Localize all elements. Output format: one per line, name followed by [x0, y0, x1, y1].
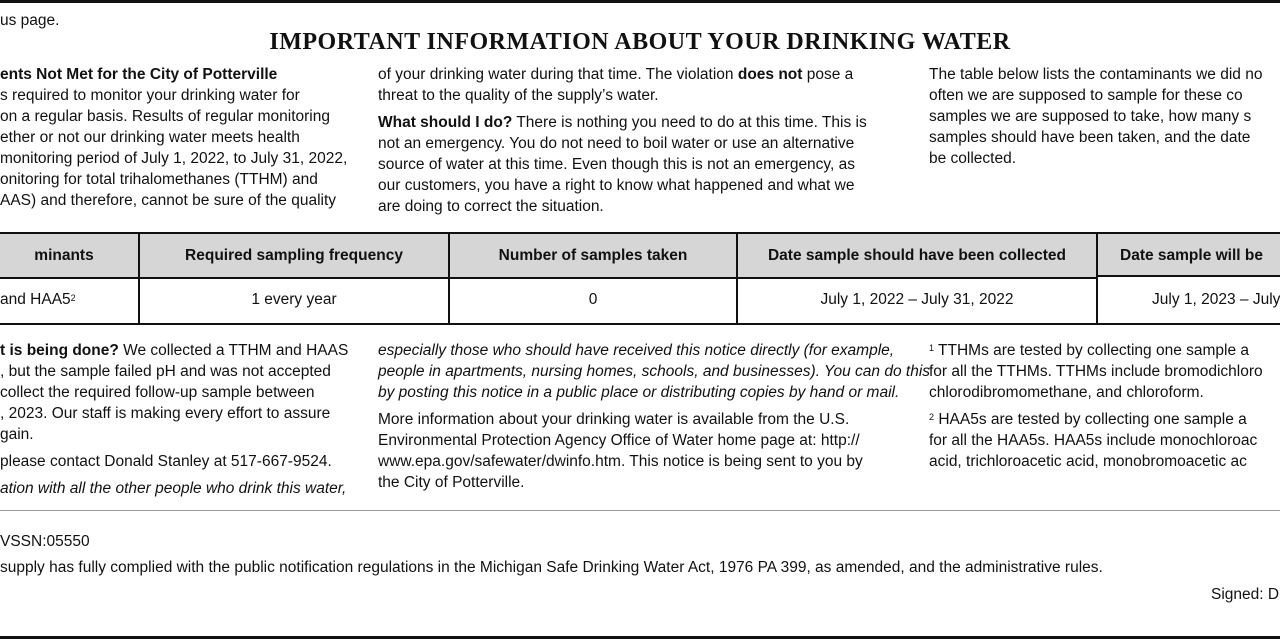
text-line: especially those who should have received this notice directly (for example, [378, 342, 895, 359]
cell-date-should-collected: July 1, 2022 – July 31, 2022 [820, 291, 1014, 308]
previous-page-fragment: us page. [0, 12, 60, 29]
text-line: More information about your drinking water is available from the U.S. [378, 411, 850, 428]
top-border [0, 0, 1280, 3]
header-sampling-frequency: Required sampling frequency [140, 234, 448, 279]
text-line: not an emergency. You do not need to boil water or use an alternative [378, 135, 855, 152]
text-line: ation with all the other people who drink this water, [0, 480, 347, 497]
footnote-2: $^2$ HAA5s are tested by collecting one sample a [929, 411, 1247, 428]
text-line: www.epa.gov/safewater/dwinfo.htm. This notice is being sent to you by [378, 453, 863, 470]
wssn-number: VSSN:05550 [0, 533, 90, 550]
cell-date-will-be: July 1, 2023 – July [1152, 291, 1280, 308]
text-line: chlorodibromomethane, and chloroform. [929, 384, 1204, 401]
column-divider [1096, 234, 1098, 323]
text-line: AAS) and therefore, cannot be sure of the quality [0, 192, 337, 209]
section-heading: ents Not Met for the City of Potterville [0, 66, 278, 83]
header-date-will-be: Date sample will be [1098, 234, 1280, 277]
lower-column-3 [929, 340, 1263, 472]
text-line: The table below lists the contaminants we did no [929, 66, 1263, 83]
text-line: by posting this notice in a public place or distributing copies by hand or mail. [378, 384, 900, 401]
cell-contaminant: and $HAA5^2$ [0, 291, 76, 308]
text-line: Environmental Protection Agency Office of Water home page at: http:// [378, 432, 860, 449]
text-line: often we are supposed to sample for these co [929, 87, 1243, 104]
column-divider [138, 234, 140, 323]
header-date-should-collected: Date sample should have been collected [738, 234, 1096, 279]
divider-rule [0, 510, 1280, 511]
text-line: samples we are supposed to take, how many s [929, 108, 1252, 125]
text-line: samples should have been taken, and the date [929, 129, 1251, 146]
text-line: people in apartments, nursing homes, schools, and businesses). You can do this [378, 363, 931, 380]
text-line: onitoring for total trihalomethanes (TTHM) and [0, 171, 318, 188]
text-line: gain. [0, 426, 34, 443]
upper-column-2 [378, 64, 867, 217]
text-line: , 2023. Our staff is making every effort to assure [0, 405, 331, 422]
text-line: threat to the quality of the supply’s water. [378, 87, 659, 104]
text-line: are doing to correct the situation. [378, 198, 604, 215]
text-line: s required to monitor your drinking water for [0, 87, 300, 104]
lower-column-1 [0, 340, 348, 499]
text-line: for all the HAA5s. HAA5s include monochloroac [929, 432, 1258, 449]
contact-line: please contact Donald Stanley at 517-667-9524. [0, 453, 332, 470]
text-line: ether or not our drinking water meets health [0, 129, 300, 146]
text-line: of your drinking water during that time. The violation does not pose a [378, 66, 854, 83]
cell-sampling-frequency: 1 every year [251, 291, 337, 308]
column-divider [448, 234, 450, 323]
what-should-i-do: What should I do? There is nothing you need to do at this time. This is [378, 114, 867, 131]
column-divider [736, 234, 738, 323]
bottom-border [0, 636, 1280, 639]
lower-column-2 [378, 340, 930, 493]
text-line: on a regular basis. Results of regular monitoring [0, 108, 330, 125]
text-line: monitoring period of July 1, 2022, to July 31, 2022, [0, 150, 348, 167]
text-line: source of water at this time. Even though this is not an emergency, as [378, 156, 856, 173]
footnote-1: $^1$ TTHMs are tested by collecting one sample a [929, 342, 1250, 359]
text-line: be collected. [929, 150, 1017, 167]
text-line: , but the sample failed pH and was not accepted [0, 363, 331, 380]
contaminants-table [0, 232, 1280, 325]
text-line: collect the required follow-up sample between [0, 384, 315, 401]
page-title: IMPORTANT INFORMATION ABOUT YOUR DRINKING WATER [269, 29, 1011, 55]
text-line: for all the TTHMs. TTHMs include bromodichloro [929, 363, 1263, 380]
header-samples-taken: Number of samples taken [450, 234, 736, 279]
compliance-statement: supply has fully complied with the public notification regulations in the Michigan Safe Drinking Water Act, 1976 PA 399, as amended, and the administrative rules. [0, 559, 1103, 576]
what-is-being-done: t is being done? We collected a TTHM and HAAS [0, 342, 349, 359]
signature-line: Signed: D [1211, 586, 1280, 603]
cell-samples-taken: 0 [588, 291, 598, 308]
upper-column-3 [929, 64, 1262, 169]
header-contaminants: minants [0, 234, 138, 279]
text-line: the City of Potterville. [378, 474, 525, 491]
text-line: acid, trichloroacetic acid, monobromoacetic ac [929, 453, 1247, 470]
text-line: our customers, you have a right to know what happened and what we [378, 177, 855, 194]
upper-column-1 [0, 64, 347, 211]
